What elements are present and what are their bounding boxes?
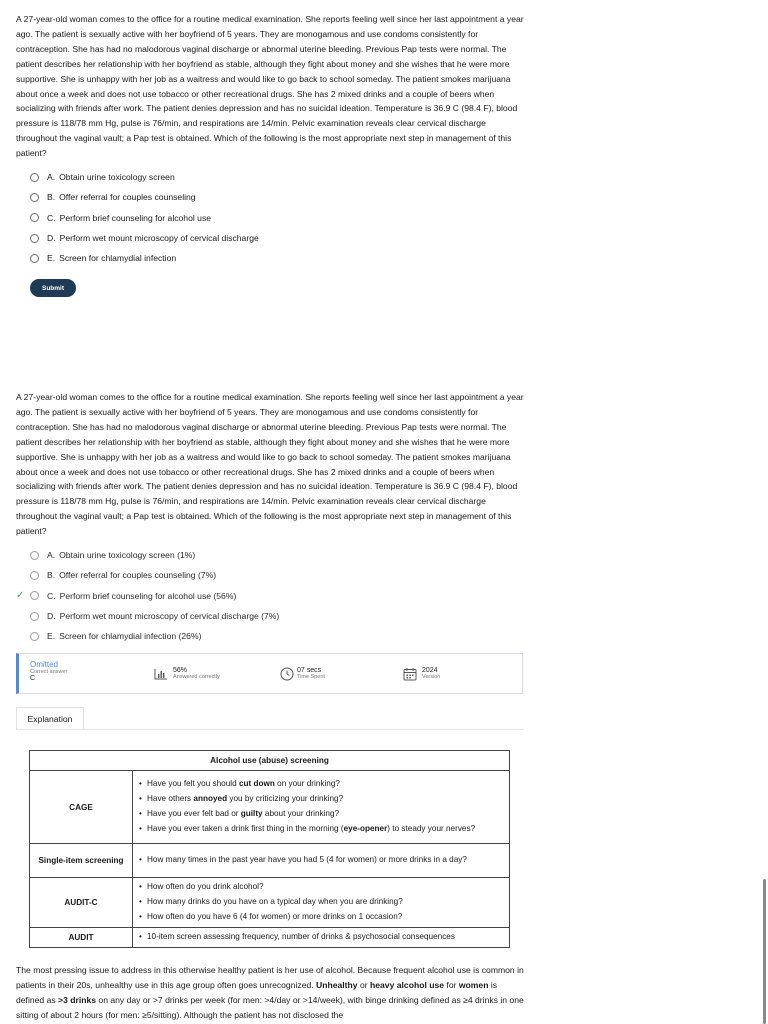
divider [16, 729, 524, 730]
list-item: • Have you ever felt bad or guilty about your drinking? [139, 807, 503, 822]
radio-button [30, 591, 39, 600]
table-row [30, 771, 510, 844]
explanation-paragraph: The most pressing issue to address in this otherwise healthy patient is her use of alcohol. Because frequent alcohol use is common in patients in their 20s, unhealthy use in this age group often goes unrecognized. Unhealthy or heavy alcohol use for women is defined as >3 drinks on any day or >7 drinks per week (for men: >4/day or >14/week), with binge drinking defined as ≥4 drinks in one sitting of about 2 hours (for men: ≥5/sitting). Although the patient has not disclosed the [16, 965, 524, 1020]
choice-d[interactable]: D. Perform wet mount microscopy of cervical discharge [30, 228, 490, 248]
list-item: • How many drinks do you have on a typical day when you are drinking? [139, 895, 503, 910]
choice-c[interactable]: C. Perform brief counseling for alcohol use [30, 208, 490, 228]
review-question-stem: A 27-year-old woman comes to the office for a routine medical examination. She reports feeling well since her last appointment a year ago. The patient is sexually active with her boyfriend of 5 years. They are monogamous and use condoms consistently for contraception. She has had no malodorous vaginal discharge or abnormal uterine bleeding. Previous Pap tests were normal. The patient describes her relationship with her boyfriend as stable, although they fight about money and she wishes that he were more supportive. She is unhappy with her job as a waitress and would like to go back to school someday. The patient smokes marijuana about once a week and does not use tobacco or other recreational drugs. She has 2 mixed drinks and a couple of beers when socializing with friends after work. The patient denies depression and has no suicidal ideation. Temperature is 36.9 C (98.4 F), blood pressure is 118/78 mm Hg, pulse is 76/min, and respirations are 14/min. Pelvic examination reveals clear cervical discharge throughout the vaginal vault; a Pap test is obtained. Which of the following is the most appropriate next step in management of this patient? [16, 392, 524, 537]
list-item: • 10-item screen assessing frequency, number of drinks & psychosocial consequences [139, 930, 503, 945]
review-choice-e: E. Screen for chlamydial infection (26%) [30, 626, 490, 646]
checkmark-icon: ✓ [16, 590, 25, 602]
list-item: • How often do you have 6 (4 for women) or more drinks on 1 occasion? [139, 910, 503, 925]
radio-button[interactable] [30, 254, 39, 263]
item-list [139, 777, 503, 836]
review-choice-b: B. Offer referral for couples counseling (7%) [30, 565, 490, 585]
bar-chart-icon [154, 668, 168, 680]
answer-choices [30, 167, 490, 268]
calendar-icon [403, 667, 417, 681]
radio-button[interactable] [30, 234, 39, 243]
results-stats-bar [16, 653, 523, 694]
status-stat: Omitted Correct answer C [30, 660, 68, 682]
screening-table [29, 750, 510, 948]
scrollbar-thumb[interactable] [763, 879, 766, 1024]
item-list [139, 853, 503, 868]
review-choice-c: ✓ C. Perform brief counseling for alcohol use (56%) [16, 590, 237, 602]
clock-icon [280, 667, 294, 681]
radio-button [30, 632, 39, 641]
row-label: CAGE [30, 771, 133, 844]
review-answer-choices [16, 545, 490, 646]
row-label: Single-item screening [30, 844, 133, 878]
row-label: AUDIT-C [30, 878, 133, 928]
choice-b[interactable]: B. Offer referral for couples counseling [30, 187, 490, 207]
list-item: • Have you ever taken a drink first thing in the morning (eye-opener) to steady your nerves? [139, 822, 503, 837]
table-header-row [30, 751, 510, 771]
choice-a[interactable]: A. Obtain urine toxicology screen [30, 167, 490, 187]
item-list [139, 930, 503, 945]
percent-correct-stat: 56% Answered correctly [173, 667, 220, 680]
table-row [30, 928, 510, 948]
version-stat: 2024 Version [422, 667, 441, 680]
table-row [30, 878, 510, 928]
radio-button [30, 571, 39, 580]
status-badge: Omitted [30, 660, 59, 669]
question-stem: A 27-year-old woman comes to the office for a routine medical examination. She reports feeling well since her last appointment a year ago. The patient is sexually active with her boyfriend of 5 years. They are monogamous and use condoms consistently for contraception. She has had no malodorous vaginal discharge or abnormal uterine bleeding. Previous Pap tests were normal. The patient describes her relationship with her boyfriend as stable, although they fight about money and she wishes that he were more supportive. She is unhappy with her job as a waitress and would like to go back to school someday. The patient smokes marijuana about once a week and does not use tobacco or other recreational drugs. She has 2 mixed drinks and a couple of beers when socializing with friends after work. The patient denies depression and has no suicidal ideation. Temperature is 36.9 C (98.4 F), blood pressure is 118/78 mm Hg, pulse is 76/min, and respirations are 14/min. Pelvic examination reveals clear cervical discharge throughout the vaginal vault; a Pap test is obtained. Which of the following is the most appropriate next step in management of this patient? [16, 14, 524, 159]
radio-button[interactable] [30, 213, 39, 222]
list-item: • How often do you drink alcohol? [139, 880, 503, 895]
row-label: AUDIT [30, 928, 133, 948]
item-list [139, 880, 503, 924]
tab-explanation[interactable]: Explanation [16, 707, 84, 730]
choice-e[interactable]: E. Screen for chlamydial infection [30, 248, 490, 268]
review-choice-d: D. Perform wet mount microscopy of cervical discharge (7%) [30, 606, 490, 626]
correct-answer-value: C [30, 675, 36, 682]
review-choice-a: A. Obtain urine toxicology screen (1%) [30, 545, 490, 565]
submit-button[interactable]: Submit [30, 279, 76, 297]
list-item: • Have you felt you should cut down on your drinking? [139, 777, 503, 792]
list-item: • Have others annoyed you by criticizing your drinking? [139, 792, 503, 807]
radio-button[interactable] [30, 173, 39, 182]
radio-button [30, 612, 39, 621]
table-row [30, 844, 510, 878]
list-item: • How many times in the past year have you had 5 (4 for women) or more drinks in a day? [139, 853, 503, 868]
radio-button[interactable] [30, 193, 39, 202]
time-spent-stat: 07 secs Time Spent [297, 667, 325, 680]
radio-button [30, 551, 39, 560]
table-title: Alcohol use (abuse) screening [30, 751, 510, 771]
